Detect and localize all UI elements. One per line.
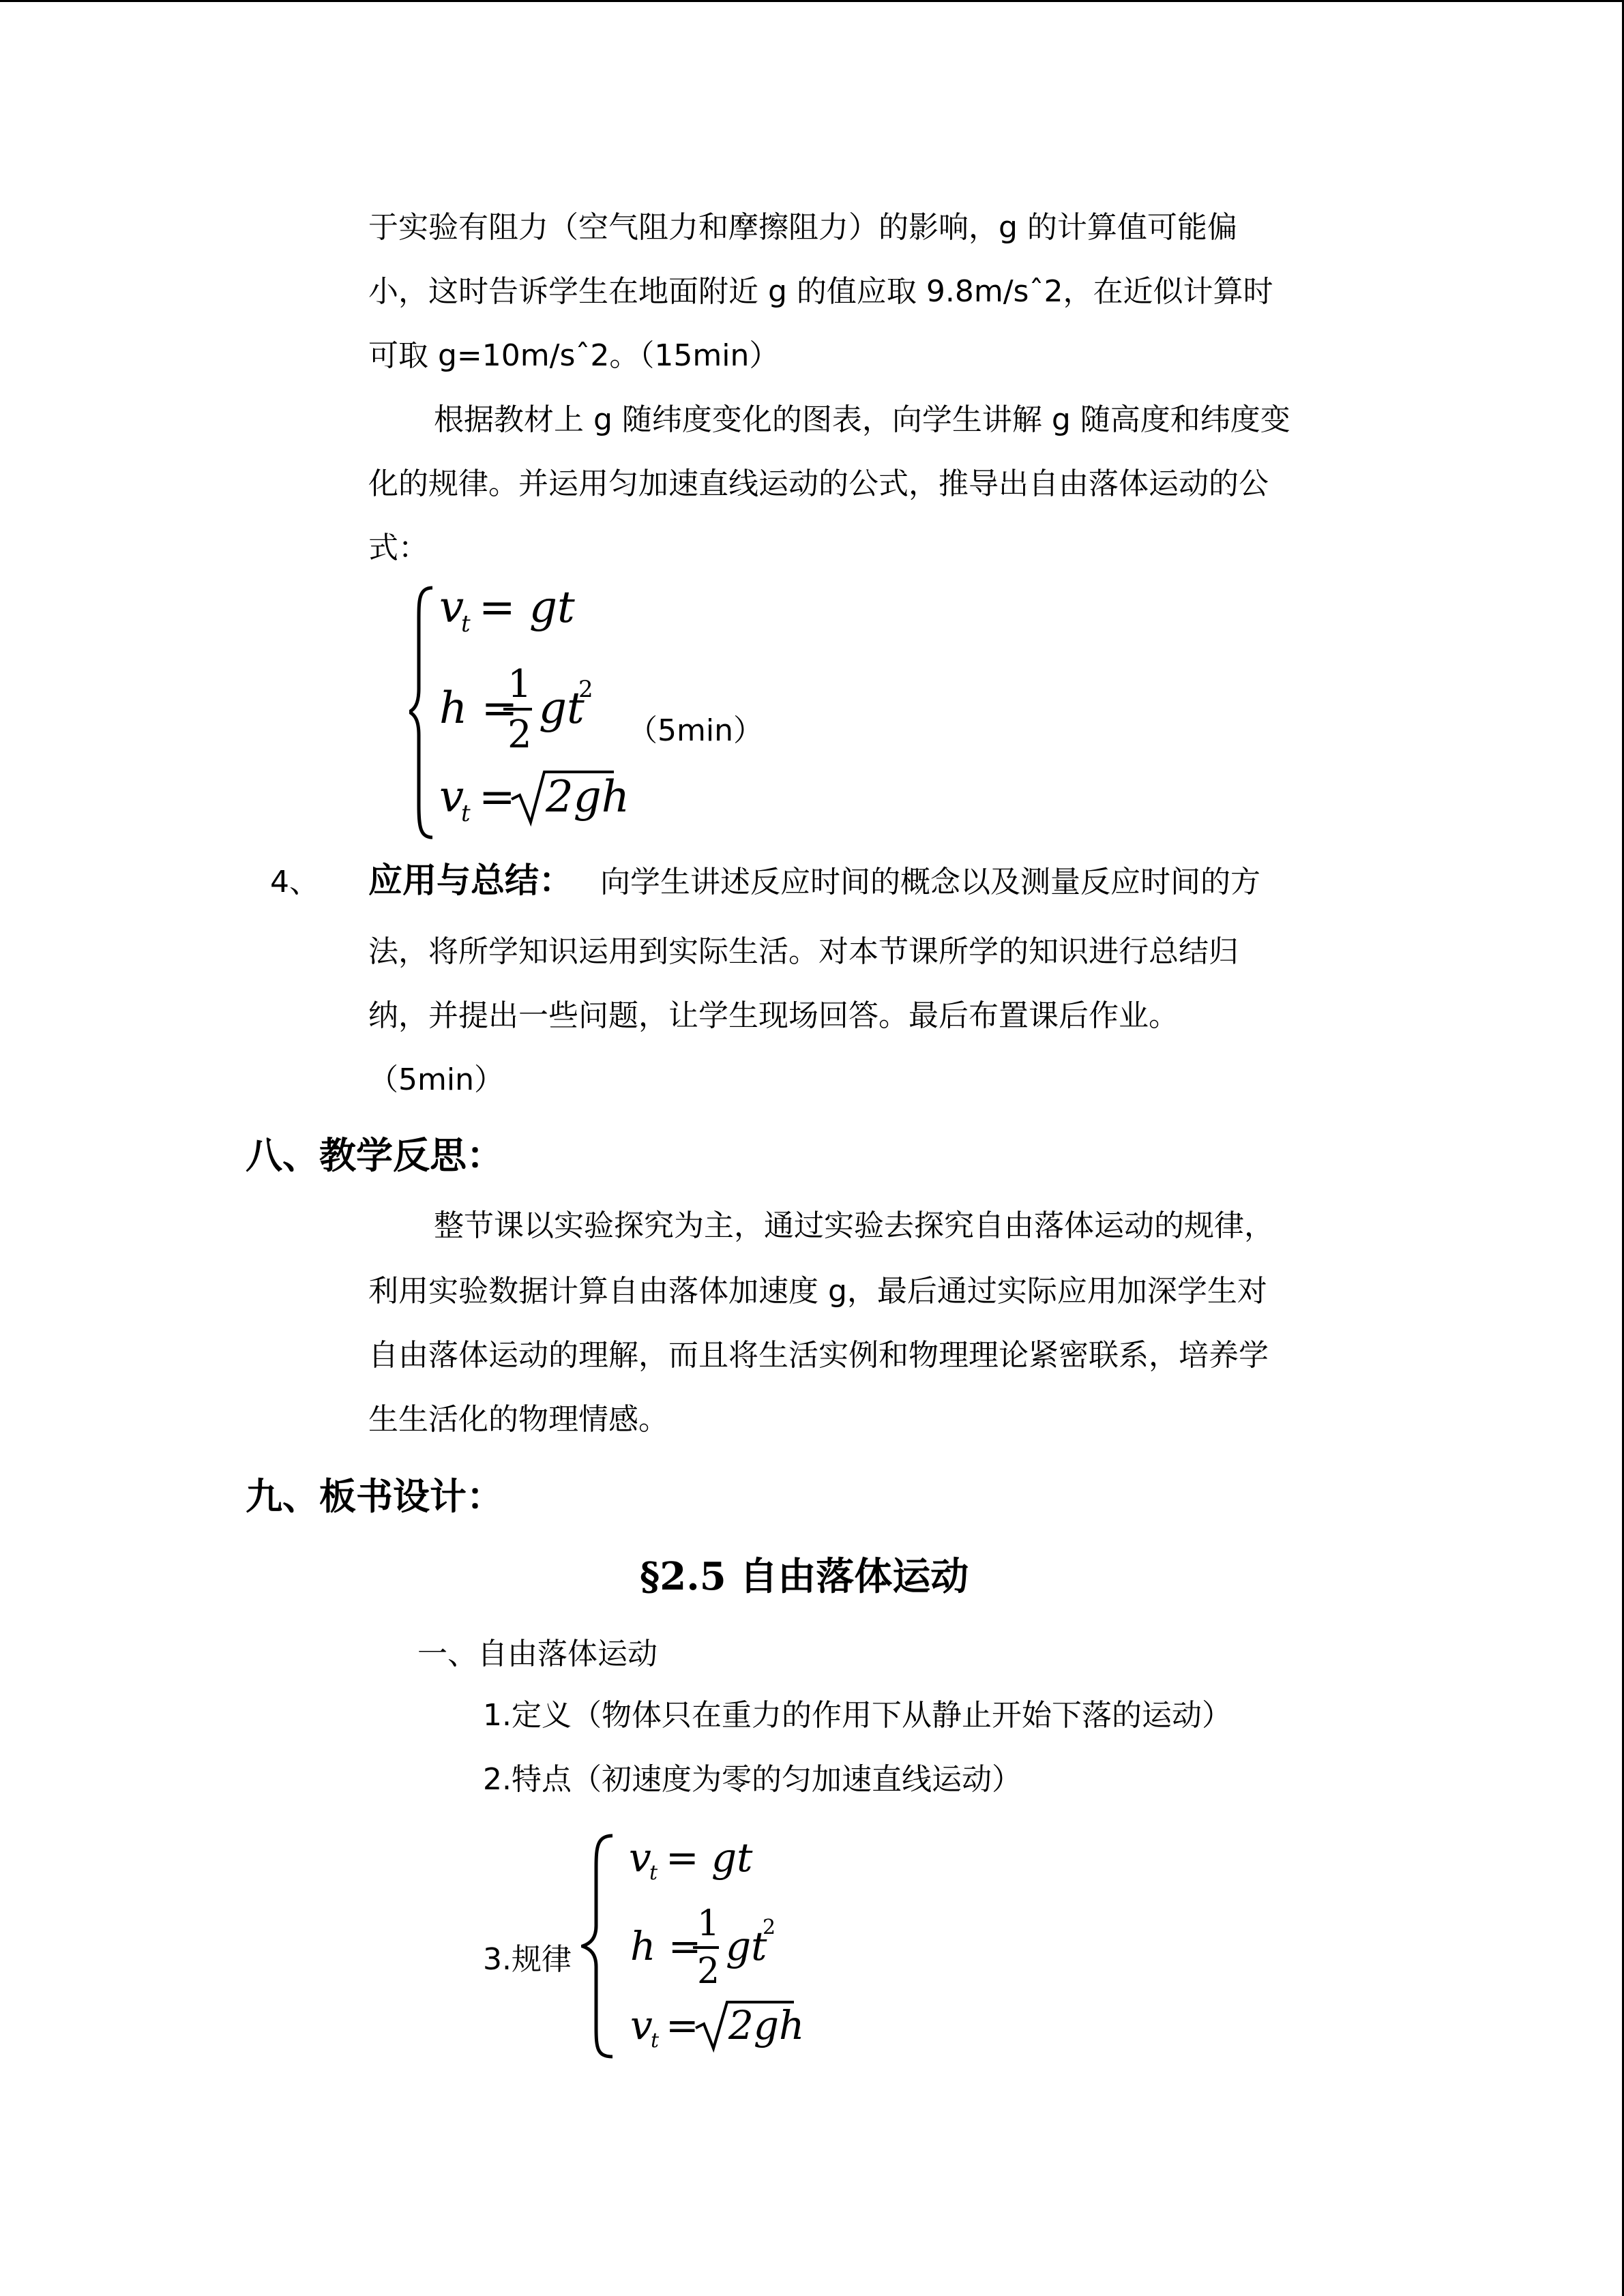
section-8-line-3: 自由落体运动的理解，而且将生活实例和物理理论紧密联系，培养学 xyxy=(368,1338,1269,1373)
formula-2-eq3-v: v xyxy=(630,2002,653,2048)
section-8-line-4: 生生活化的物理情感。 xyxy=(368,1402,668,1437)
board-point-definition: 1.定义（物体只在重力的作用下从静止开始下落的运动） xyxy=(483,1698,1232,1733)
formula-2-eq3-radicand: 2gh xyxy=(728,2002,805,2048)
latitude-paragraph-line-1: 根据教材上 g 随纬度变化的图表，向学生讲解 g 随高度和纬度变 xyxy=(434,402,1290,437)
formula-1-eq3-sub: t xyxy=(461,800,471,827)
formula-2-eq3-eq: = xyxy=(666,2002,699,2048)
formula-2-eq2-rhs: gt xyxy=(726,1923,767,1969)
formula-2-eq2-den: 2 xyxy=(697,1951,720,1992)
formula-1-eq2-lhs: h = xyxy=(439,683,518,734)
formula-2-eq1-rhs: = gt xyxy=(666,1834,753,1881)
item-4-title: 应用与总结： xyxy=(368,861,573,900)
formula-2-eq2-sup: 2 xyxy=(763,1915,776,1939)
section-8-heading: 八、教学反思： xyxy=(246,1134,503,1177)
formula-1-eq3-radicand: 2gh xyxy=(546,772,630,822)
formula-1-time: （5min） xyxy=(628,713,763,748)
formula-2-svg xyxy=(581,1830,963,2062)
gravity-paragraph-line-3: 可取 g=10m/sˆ2。（15min） xyxy=(368,338,780,373)
page-border-top xyxy=(0,0,1624,2)
formula-2-eq2-num: 1 xyxy=(697,1903,720,1944)
formula-2-eq2-lhs: h = xyxy=(630,1923,702,1969)
board-title: §2.5 自由落体运动 xyxy=(640,1554,969,1599)
item-4-number: 4、 xyxy=(270,865,319,899)
formula-1-eq1-rhs: = gt xyxy=(479,582,575,633)
formula-1-eq2-num: 1 xyxy=(507,662,532,706)
free-fall-formulas-2 xyxy=(581,1830,963,2066)
board-point-feature: 2.特点（初速度为零的匀加速直线运动） xyxy=(483,1762,1022,1797)
formula-1-eq2-den: 2 xyxy=(507,713,532,757)
item-4-line-3: 纳，并提出一些问题，让学生现场回答。最后布置课后作业。 xyxy=(368,998,1179,1033)
gravity-paragraph-line-1: 于实验有阻力（空气阻力和摩擦阻力）的影响，g 的计算值可能偏 xyxy=(368,210,1237,245)
formula-1-eq1-sub: t xyxy=(461,610,471,638)
formula-1-eq2-sup: 2 xyxy=(578,676,593,703)
formula-1-eq2-rhs: gt xyxy=(539,683,585,734)
board-sub-heading: 一、自由落体运动 xyxy=(417,1637,658,1671)
formula-2-brace xyxy=(582,1836,612,2057)
section-9-heading: 九、板书设计： xyxy=(246,1475,503,1518)
formula-1-eq3-v: v xyxy=(439,772,464,822)
formula-1-svg xyxy=(409,580,887,846)
section-8-line-1: 整节课以实验探究为主，通过实验去探究自由落体运动的规律， xyxy=(434,1208,1274,1243)
section-8-line-2: 利用实验数据计算自由落体加速度 g，最后通过实际应用加深学生对 xyxy=(368,1274,1267,1309)
formula-1-eq1-v: v xyxy=(439,582,464,633)
item-4-line-2: 法，将所学知识运用到实际生活。对本节课所学的知识进行总结归 xyxy=(368,934,1239,969)
formula-2-eq3-sub: t xyxy=(651,2029,660,2053)
item-4-line-1: 向学生讲述反应时间的概念以及测量反应时间的方 xyxy=(600,865,1260,899)
board-point-law: 3.规律 xyxy=(483,1942,572,1977)
formula-2-eq1-v: v xyxy=(629,1834,651,1881)
item-4-line-4: （5min） xyxy=(368,1062,504,1097)
formula-1-brace xyxy=(409,588,432,837)
formula-1-eq3-eq: = xyxy=(479,772,516,822)
latitude-paragraph-line-3: 式： xyxy=(368,531,428,565)
latitude-paragraph-line-2: 化的规律。并运用匀加速直线运动的公式，推导出自由落体运动的公 xyxy=(368,466,1269,501)
gravity-paragraph-line-2: 小，这时告诉学生在地面附近 g 的值应取 9.8m/sˆ2，在近似计算时 xyxy=(368,274,1273,309)
formula-2-eq1-sub: t xyxy=(649,1861,658,1885)
